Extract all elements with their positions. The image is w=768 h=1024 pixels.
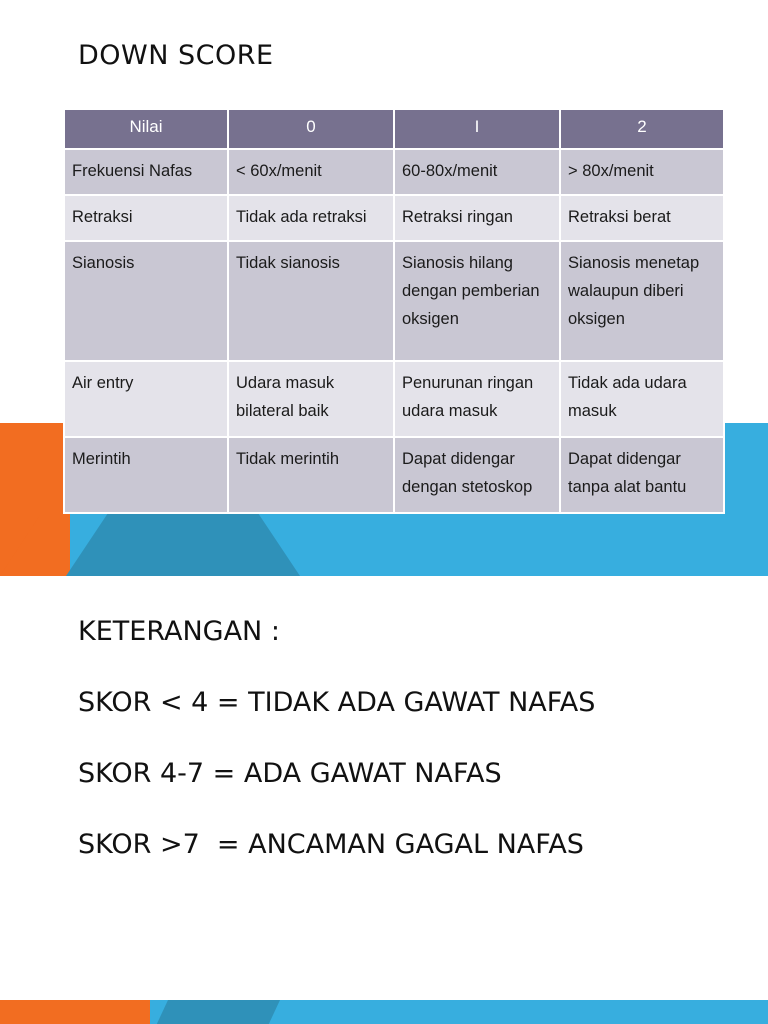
table-cell: Dapat didengar tanpa alat bantu [560,437,724,513]
table-header-cell: 2 [560,109,724,149]
table-cell: Udara masuk bilateral baik [228,361,394,437]
note-line: SKOR 4-7 = ADA GAWAT NAFAS [78,758,502,789]
table-cell: Tidak ada udara masuk [560,361,724,437]
table-cell: Sianosis menetap walaupun diberi oksigen [560,241,724,361]
table-cell: Sianosis hilang dengan pemberian oksigen [394,241,560,361]
table-row [64,195,724,241]
slide-title: DOWN SCORE [78,40,274,71]
table-header-cell: I [394,109,560,149]
footer-band-orange [0,1000,150,1024]
note-line: SKOR < 4 = TIDAK ADA GAWAT NAFAS [78,687,596,718]
table-header-cell: Nilai [64,109,228,149]
table-header-cell: 0 [228,109,394,149]
table-cell: Sianosis [64,241,228,361]
table-cell: Penurunan ringan udara masuk [394,361,560,437]
down-score-table [63,108,725,514]
table-cell: Air entry [64,361,228,437]
table-cell: Merintih [64,437,228,513]
score-table-image [63,108,723,512]
table-row [64,241,724,361]
table-cell: Tidak merintih [228,437,394,513]
notes-section [78,616,595,900]
note-line: SKOR >7 = ANCAMAN GAGAL NAFAS [78,829,584,860]
table-cell: 60-80x/menit [394,149,560,195]
table-cell: > 80x/menit [560,149,724,195]
table-cell: Tidak sianosis [228,241,394,361]
table-cell: Retraksi berat [560,195,724,241]
table-header-row [64,109,724,149]
table-row [64,149,724,195]
table-cell: Dapat didengar dengan stetoskop [394,437,560,513]
table-cell: Tidak ada retraksi [228,195,394,241]
table-cell: < 60x/menit [228,149,394,195]
table-cell: Retraksi ringan [394,195,560,241]
table-row [64,361,724,437]
table-cell: Frekuensi Nafas [64,149,228,195]
notes-heading: KETERANGAN : [78,616,280,647]
table-cell: Retraksi [64,195,228,241]
table-row [64,437,724,513]
